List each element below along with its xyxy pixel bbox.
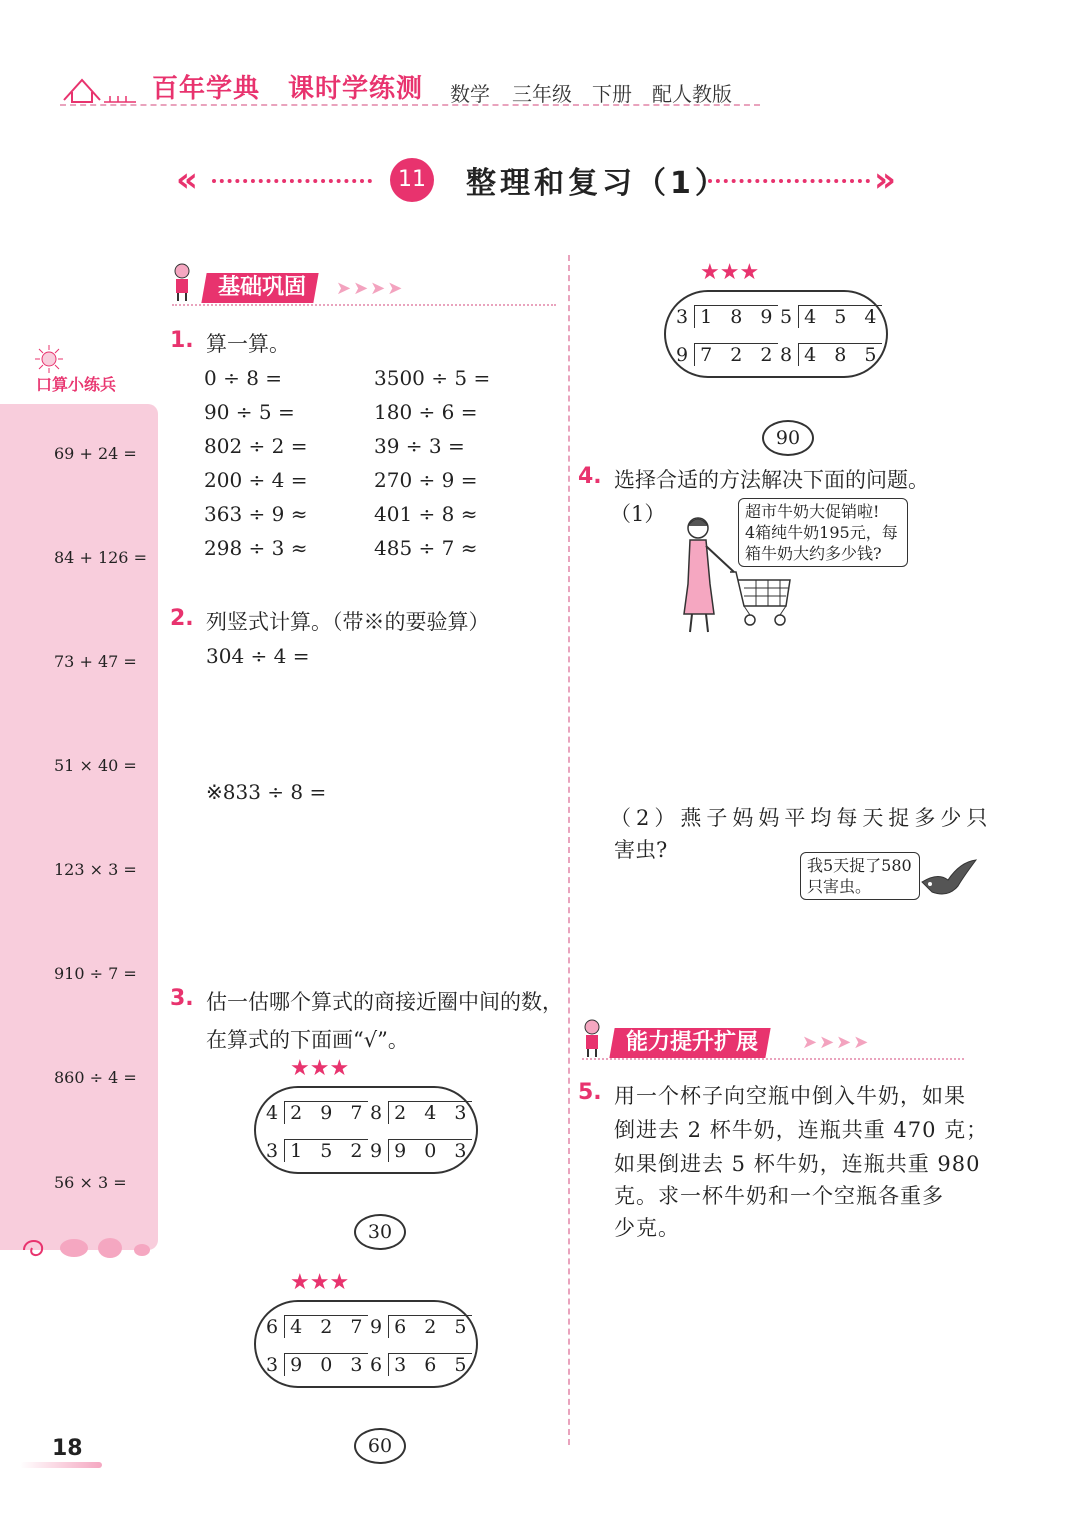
section-underline bbox=[172, 304, 556, 306]
child-icon bbox=[580, 1018, 606, 1058]
bubble-line: 只害虫。 bbox=[807, 877, 872, 896]
title-dots-right bbox=[708, 179, 870, 183]
stars-icon: ★★★ bbox=[290, 1270, 350, 1295]
division-expression: 6 4 2 7 bbox=[266, 1316, 369, 1338]
sidebar-item: 910 ÷ 7 = bbox=[54, 964, 137, 983]
division-expression: 4 2 9 7 bbox=[266, 1102, 369, 1124]
section-underline bbox=[582, 1058, 964, 1060]
expression: 304 ÷ 4 = bbox=[206, 644, 310, 668]
page-number: 18 bbox=[52, 1436, 83, 1461]
expression: 485 ÷ 7 ≈ bbox=[374, 536, 478, 560]
expression: 802 ÷ 2 = bbox=[204, 434, 308, 458]
expression: 401 ÷ 8 ≈ bbox=[374, 502, 478, 526]
expression: 363 ÷ 9 ≈ bbox=[204, 502, 308, 526]
sidebar-panel bbox=[0, 404, 158, 1250]
swirl-decoration-icon bbox=[14, 1230, 154, 1266]
sidebar-title: 口算小练兵 bbox=[36, 375, 117, 394]
header-volume: 下册 bbox=[592, 82, 632, 106]
speech-bubble bbox=[800, 852, 920, 900]
division-expression: 5 4 5 4 bbox=[780, 306, 883, 328]
question-number: 4. bbox=[578, 464, 602, 489]
stars-icon: ★★★ bbox=[700, 260, 760, 285]
sidebar-item: 56 × 3 = bbox=[54, 1173, 127, 1192]
expression: 180 ÷ 6 = bbox=[374, 400, 478, 424]
expression: 298 ÷ 3 ≈ bbox=[204, 536, 308, 560]
question-text: 如果倒进去 5 杯牛奶，连瓶共重 980 bbox=[614, 1152, 981, 1176]
brand-name: 百年学典 bbox=[152, 74, 261, 104]
question-text: 列竖式计算。（带※的要验算） bbox=[206, 610, 490, 634]
division-expression: 9 6 2 5 bbox=[370, 1316, 473, 1338]
sidebar-item: 69 + 24 = bbox=[54, 444, 137, 463]
question-number: 3. bbox=[170, 986, 194, 1011]
lesson-number: 11 bbox=[390, 158, 434, 202]
column-divider bbox=[568, 255, 570, 1445]
question-text: 在算式的下面画“√”。 bbox=[206, 1028, 409, 1052]
division-expression: 9 9 0 3 bbox=[370, 1140, 473, 1162]
header-edition: 配人教版 bbox=[652, 82, 732, 106]
division-expression: 9 7 2 2 bbox=[676, 344, 779, 366]
banner-arrows-icon: ➤➤➤➤ bbox=[802, 1032, 871, 1053]
expression: 90 ÷ 5 = bbox=[204, 400, 295, 424]
title-dots-left bbox=[212, 179, 372, 183]
expression: 200 ÷ 4 = bbox=[204, 468, 308, 492]
target-number: 60 bbox=[354, 1428, 406, 1464]
bubble-line: 超市牛奶大促销啦! bbox=[745, 502, 880, 521]
header-grade: 三年级 bbox=[512, 82, 572, 106]
division-expression: 3 1 5 2 bbox=[266, 1140, 369, 1162]
sidebar-item: 860 ÷ 4 = bbox=[54, 1068, 137, 1087]
division-expression: 6 3 6 5 bbox=[370, 1354, 473, 1376]
sub-question-label: （1） bbox=[610, 502, 666, 526]
expression: 3500 ÷ 5 = bbox=[374, 366, 491, 390]
question-text: （2）燕子妈妈平均每天捉多少只 bbox=[610, 806, 993, 830]
sidebar-item: 84 + 126 = bbox=[54, 548, 147, 567]
division-expression: 8 2 4 3 bbox=[370, 1102, 473, 1124]
house-icon bbox=[60, 70, 140, 106]
chevron-left-icon: « bbox=[176, 160, 198, 200]
banner-arrows-icon: ➤➤➤➤ bbox=[336, 278, 405, 299]
sidebar-item: 73 + 47 = bbox=[54, 652, 137, 671]
expression: 0 ÷ 8 = bbox=[204, 366, 283, 390]
swallow-icon bbox=[918, 858, 978, 904]
page-number-bar bbox=[20, 1462, 102, 1468]
bubble-line: 箱牛奶大约多少钱? bbox=[745, 544, 882, 563]
question-text: 倒进去 2 杯牛奶，连瓶共重 470 克； bbox=[614, 1118, 989, 1142]
stars-icon: ★★★ bbox=[290, 1056, 350, 1081]
bubble-line: 4箱纯牛奶195元，每 bbox=[745, 523, 898, 542]
expression: 39 ÷ 3 = bbox=[374, 434, 465, 458]
bubble-line: 我5天捉了580 bbox=[807, 856, 912, 875]
question-text: 选择合适的方法解决下面的问题。 bbox=[614, 468, 929, 492]
target-number: 90 bbox=[762, 420, 814, 456]
question-number: 1. bbox=[170, 328, 194, 353]
child-icon bbox=[170, 262, 194, 302]
question-number: 2. bbox=[170, 606, 194, 631]
question-text: 算一算。 bbox=[206, 332, 290, 356]
chevron-right-icon: » bbox=[874, 160, 896, 200]
question-text: 害虫? bbox=[614, 838, 668, 862]
expression: 270 ÷ 9 = bbox=[374, 468, 478, 492]
target-number: 30 bbox=[354, 1214, 406, 1250]
question-text: 少克。 bbox=[614, 1216, 680, 1240]
question-text: 用一个杯子向空瓶中倒入牛奶，如果 bbox=[614, 1084, 966, 1108]
section-banner-basic: 基础巩固 bbox=[201, 273, 318, 303]
sidebar-item: 123 × 3 = bbox=[54, 860, 137, 879]
division-expression: 3 9 0 3 bbox=[266, 1354, 369, 1376]
question-number: 5. bbox=[578, 1080, 602, 1105]
division-expression: 3 1 8 9 bbox=[676, 306, 779, 328]
header-subject: 数学 bbox=[450, 82, 490, 106]
expression: ※833 ÷ 8 = bbox=[206, 780, 327, 804]
sidebar-item: 51 × 40 = bbox=[54, 756, 137, 775]
division-expression: 8 4 8 5 bbox=[780, 344, 883, 366]
brand-series: 课时学练测 bbox=[288, 74, 424, 104]
question-text: 克。求一杯牛奶和一个空瓶各重多 bbox=[614, 1184, 944, 1208]
shopper-with-cart-icon bbox=[664, 514, 796, 638]
question-text: 估一估哪个算式的商接近圈中间的数， bbox=[206, 990, 563, 1014]
lesson-title: 整理和复习（1） bbox=[466, 166, 729, 201]
sun-icon bbox=[34, 344, 64, 374]
section-banner-advanced: 能力提升扩展 bbox=[609, 1028, 770, 1058]
